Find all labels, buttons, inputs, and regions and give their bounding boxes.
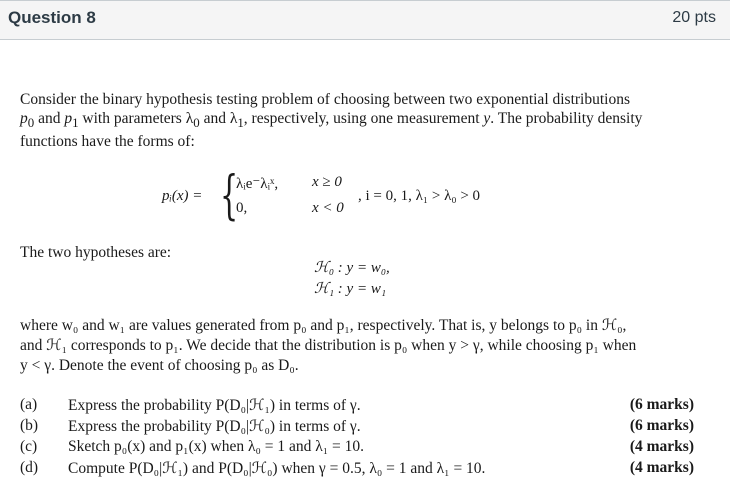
part-text: Compute P(D₀|ℋ₁) and P(D₀|ℋ₀) when γ = 0.5, λ₀ = 1 and λ₁ = 10.	[68, 460, 486, 477]
pdf-equation	[162, 166, 592, 226]
decision-line-2: and ℋ₁ corresponds to p₁. We decide that the distribution is p₀ when y > γ, while choosing p₁ when	[20, 337, 637, 354]
part-c	[20, 438, 714, 459]
question-points: 20 pts	[672, 9, 716, 26]
hypothesis-h0: ℋ₀ : y = w₀,	[314, 260, 390, 276]
hypotheses-title: The two hypotheses are:	[20, 244, 172, 261]
intro-line-1: Consider the binary hypothesis testing problem of choosing between two exponential distributions	[20, 91, 631, 108]
left-brace: {	[220, 166, 239, 226]
part-b	[20, 417, 714, 438]
part-marks: (6 marks)	[629, 417, 694, 434]
part-marks: (6 marks)	[629, 396, 694, 413]
decision-paragraph	[20, 316, 710, 376]
part-marks: (4 marks)	[629, 438, 694, 455]
case1-value: λᵢe⁻λᵢˣ,	[236, 176, 279, 192]
hypotheses-list	[314, 258, 390, 300]
intro-line-3: functions have the forms of:	[20, 133, 195, 151]
decision-line-3: y < γ. Denote the event of choosing p₀ as D₀.	[20, 357, 299, 374]
part-a	[20, 396, 714, 417]
decision-line-1: where w₀ and w₁ are values generated from p₀ and p₁, respectively. That is, y belongs to p₀ in ℋ₀,	[20, 317, 627, 334]
part-label: (c)	[20, 438, 38, 455]
part-marks: (4 marks)	[629, 459, 694, 476]
question-title: Question 8	[8, 8, 96, 27]
part-text: Sketch p₀(x) and p₁(x) when λ₀ = 1 and λ₁ = 10.	[68, 438, 365, 455]
part-text: Express the probability P(D₀|ℋ₀) in terms of γ.	[68, 418, 361, 435]
equation-lhs: pᵢ(x) =	[162, 188, 203, 204]
intro-line-2: $p_0$ and $p_1$ with parameters $\lambda_0$ and $\lambda_1$, respectively, using one measurement y. The probability density	[20, 110, 643, 131]
equation-conditions: , i = 0, 1, λ₁ > λ₀ > 0	[358, 188, 481, 204]
case1-condition: x ≥ 0	[312, 174, 342, 190]
part-label: (d)	[20, 459, 39, 476]
hypothesis-h1: ℋ₁ : y = w₁	[314, 281, 387, 297]
question-header	[0, 0, 730, 40]
part-d	[20, 459, 714, 480]
case2-value: 0,	[236, 200, 248, 216]
case2-condition: x < 0	[312, 200, 344, 216]
question-intro	[20, 90, 710, 151]
part-label: (a)	[20, 396, 38, 413]
question-parts	[20, 396, 714, 480]
part-label: (b)	[20, 417, 39, 434]
part-text: Express the probability P(D₀|ℋ₁) in terms of γ.	[68, 397, 361, 414]
